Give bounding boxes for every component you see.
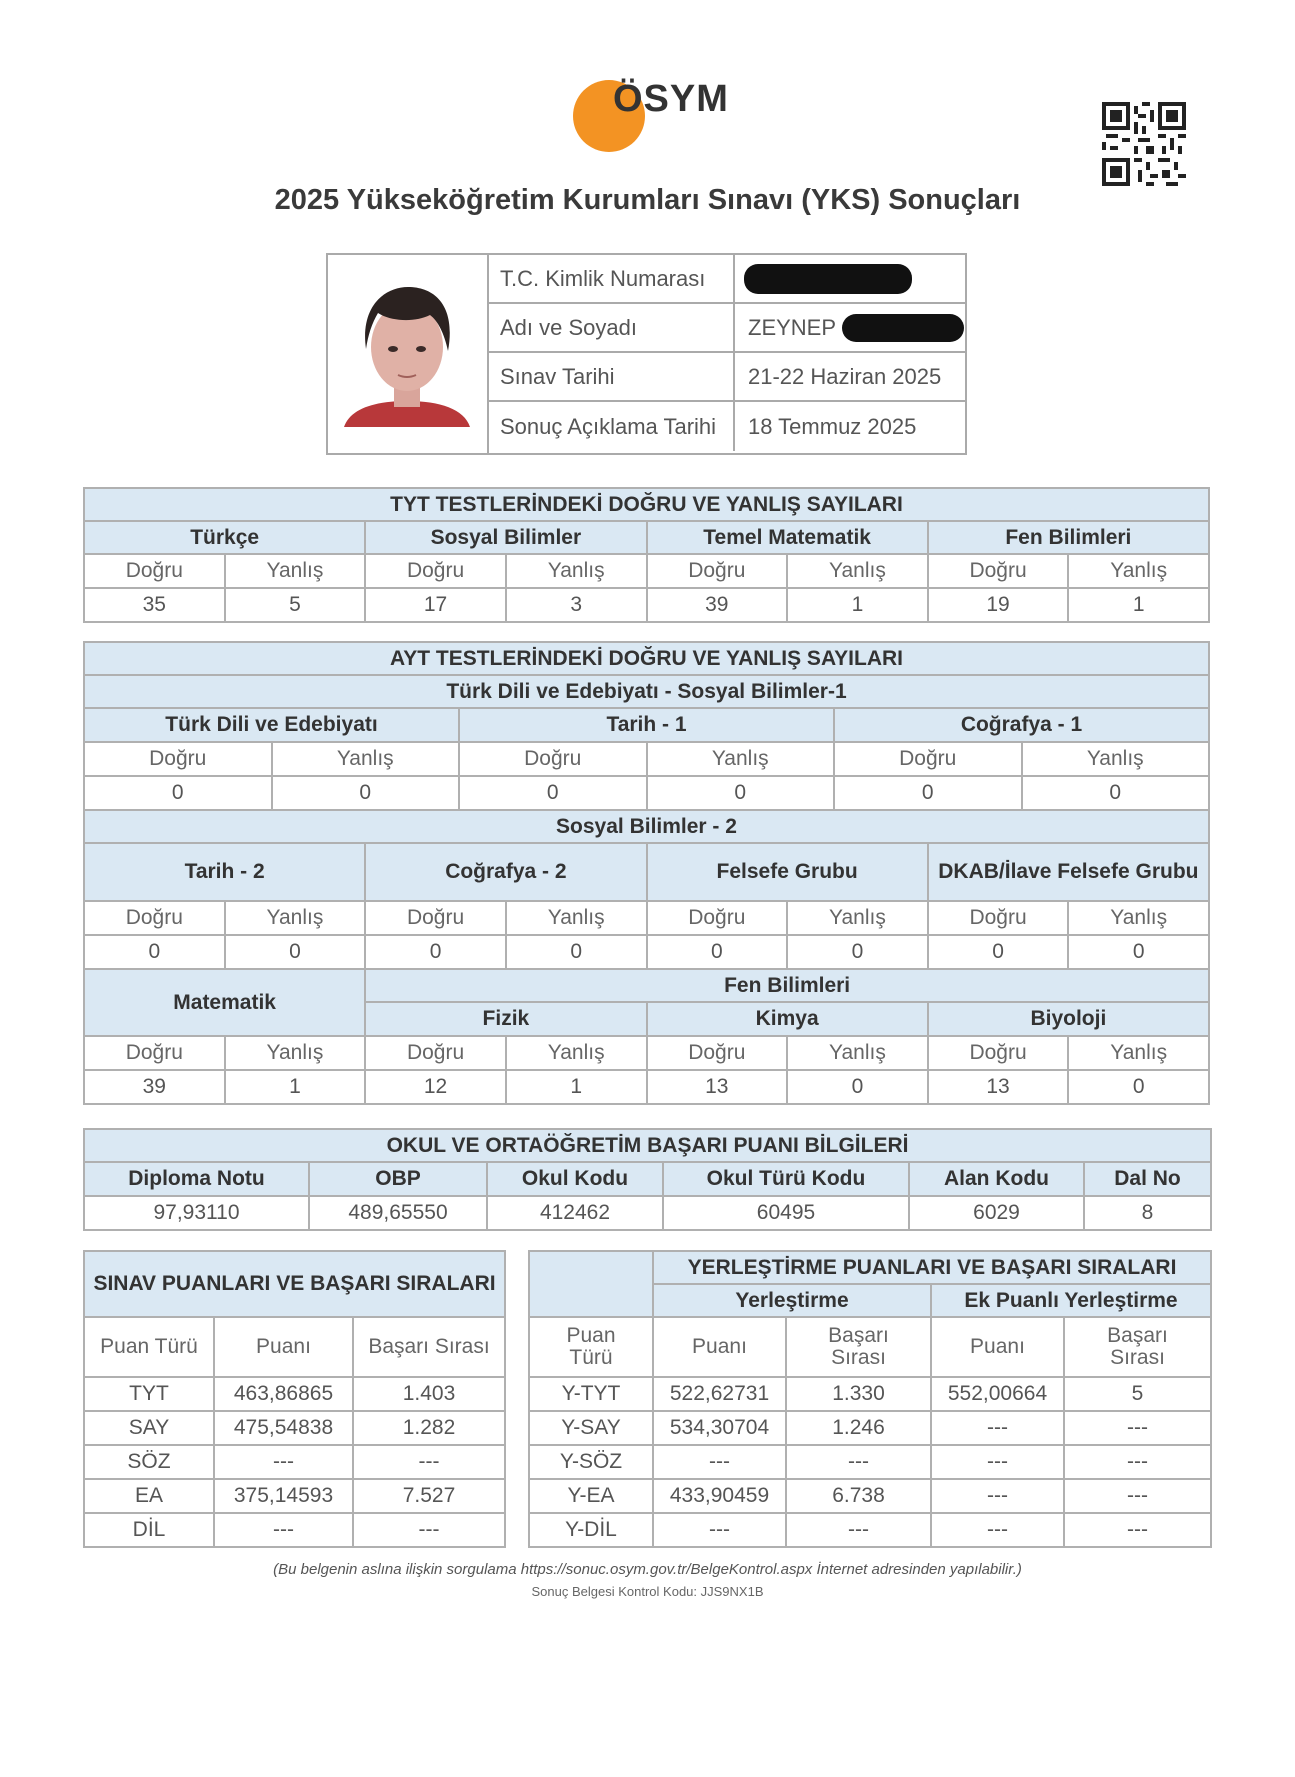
verification-note: (Bu belgenin aslına ilişkin sorgulama https://sonuc.osym.gov.tr/BelgeKontrol.aspx İnternet adresinden yapılabilir.) xyxy=(273,1561,1022,1578)
table-row: Y-SAY 534,30704 1.246 --- --- xyxy=(529,1411,1211,1445)
table-row: DİL --- --- xyxy=(84,1513,505,1547)
redaction-mark xyxy=(744,264,912,294)
student-photo xyxy=(344,277,470,427)
redaction-mark xyxy=(842,314,964,342)
photo-cell xyxy=(328,255,489,453)
school-table: OKUL VE ORTAÖĞRETİM BAŞARI PUANI BİLGİLERİ Diploma Notu OBP Okul Kodu Okul Türü Kodu Alan Kodu Dal No 97,93110 489,65550 412462 60495 6029 8 xyxy=(83,1128,1212,1231)
table-row: SÖZ --- --- xyxy=(84,1445,505,1479)
ayt-table: AYT TESTLERİNDEKİ DOĞRU VE YANLIŞ SAYILARI Türk Dili ve Edebiyatı - Sosyal Bilimler-1 Türk Dili ve Edebiyatı Tarih - 1 Coğrafya - 1 Doğru Yanlış Doğru Yanlış Doğru Yanlış 0 0 0 0 0 0 Sosyal Bilimler - 2 Tarih - 2 Coğrafya - 2 Felsefe Grubu DKAB/İlave Felsefe Grubu Doğru Yanlış Doğru Yanlış Doğru Yanlış Doğru Yanlış 0 0 0 0 0 0 0 0 Matematik Fen Bilimleri Fizik Kimya Biyoloji Doğru Yanlış Doğru Yanlış Doğru Yanlış Doğru Yanlış 39 1 12 1 13 0 13 0 xyxy=(83,641,1210,1105)
table-row: Y-DİL --- --- --- --- xyxy=(529,1513,1211,1547)
table-row: Y-TYT 522,62731 1.330 552,00664 5 xyxy=(529,1377,1211,1411)
identity-row-exam-date: Sınav Tarihi 21-22 Haziran 2025 xyxy=(487,353,965,402)
qr-code-icon xyxy=(1102,102,1186,186)
identity-box xyxy=(326,253,967,455)
table-row: EA 375,14593 7.527 xyxy=(84,1479,505,1513)
logo-text: ÖSYM xyxy=(613,78,729,120)
name-value: ZEYNEP xyxy=(748,314,837,340)
identity-row-name: Adı ve Soyadı ZEYNEP xyxy=(487,304,965,353)
tyt-table: TYT TESTLERİNDEKİ DOĞRU VE YANLIŞ SAYILARI Türkçe Sosyal Bilimler Temel Matematik Fen Bilimleri Doğru Yanlış Doğru Yanlış Doğru Yanlış Doğru Yanlış 35 5 17 3 39 1 19 1 xyxy=(83,487,1210,623)
table-row: Y-SÖZ --- --- --- --- xyxy=(529,1445,1211,1479)
table-row: SAY 475,54838 1.282 xyxy=(84,1411,505,1445)
table-row: TYT 463,86865 1.403 xyxy=(84,1377,505,1411)
osym-logo xyxy=(573,72,733,162)
control-code: Sonuç Belgesi Kontrol Kodu: JJS9NX1B xyxy=(531,1584,764,1599)
exam-scores-table: SINAV PUANLARI VE BAŞARI SIRALARI Puan Türü Puanı Başarı Sırası TYT 463,86865 1.403 SAY 475,54838 1.282 SÖZ --- --- EA 375,14593 7.527 DİL --- --- xyxy=(83,1250,506,1548)
table-row: Y-EA 433,90459 6.738 --- --- xyxy=(529,1479,1211,1513)
identity-row-result-date: Sonuç Açıklama Tarihi 18 Temmuz 2025 xyxy=(487,402,965,451)
page-title: 2025 Yükseköğretim Kurumları Sınavı (YKS) Sonuçları xyxy=(274,184,1021,216)
placement-scores-table: YERLEŞTİRME PUANLARI VE BAŞARI SIRALARI Yerleştirme Ek Puanlı Yerleştirme Puan Türü Puanı Başarı Sırası Puanı Başarı Sırası Y-TYT 522,62731 1.330 552,00664 5 Y-SAY 534,30704 1.246 --- --- Y-SÖZ --- --- --- --- Y-EA 433,90459 6.738 --- --- Y-DİL --- --- --- --- xyxy=(528,1250,1212,1548)
identity-row-tc: T.C. Kimlik Numarası xyxy=(487,255,965,304)
